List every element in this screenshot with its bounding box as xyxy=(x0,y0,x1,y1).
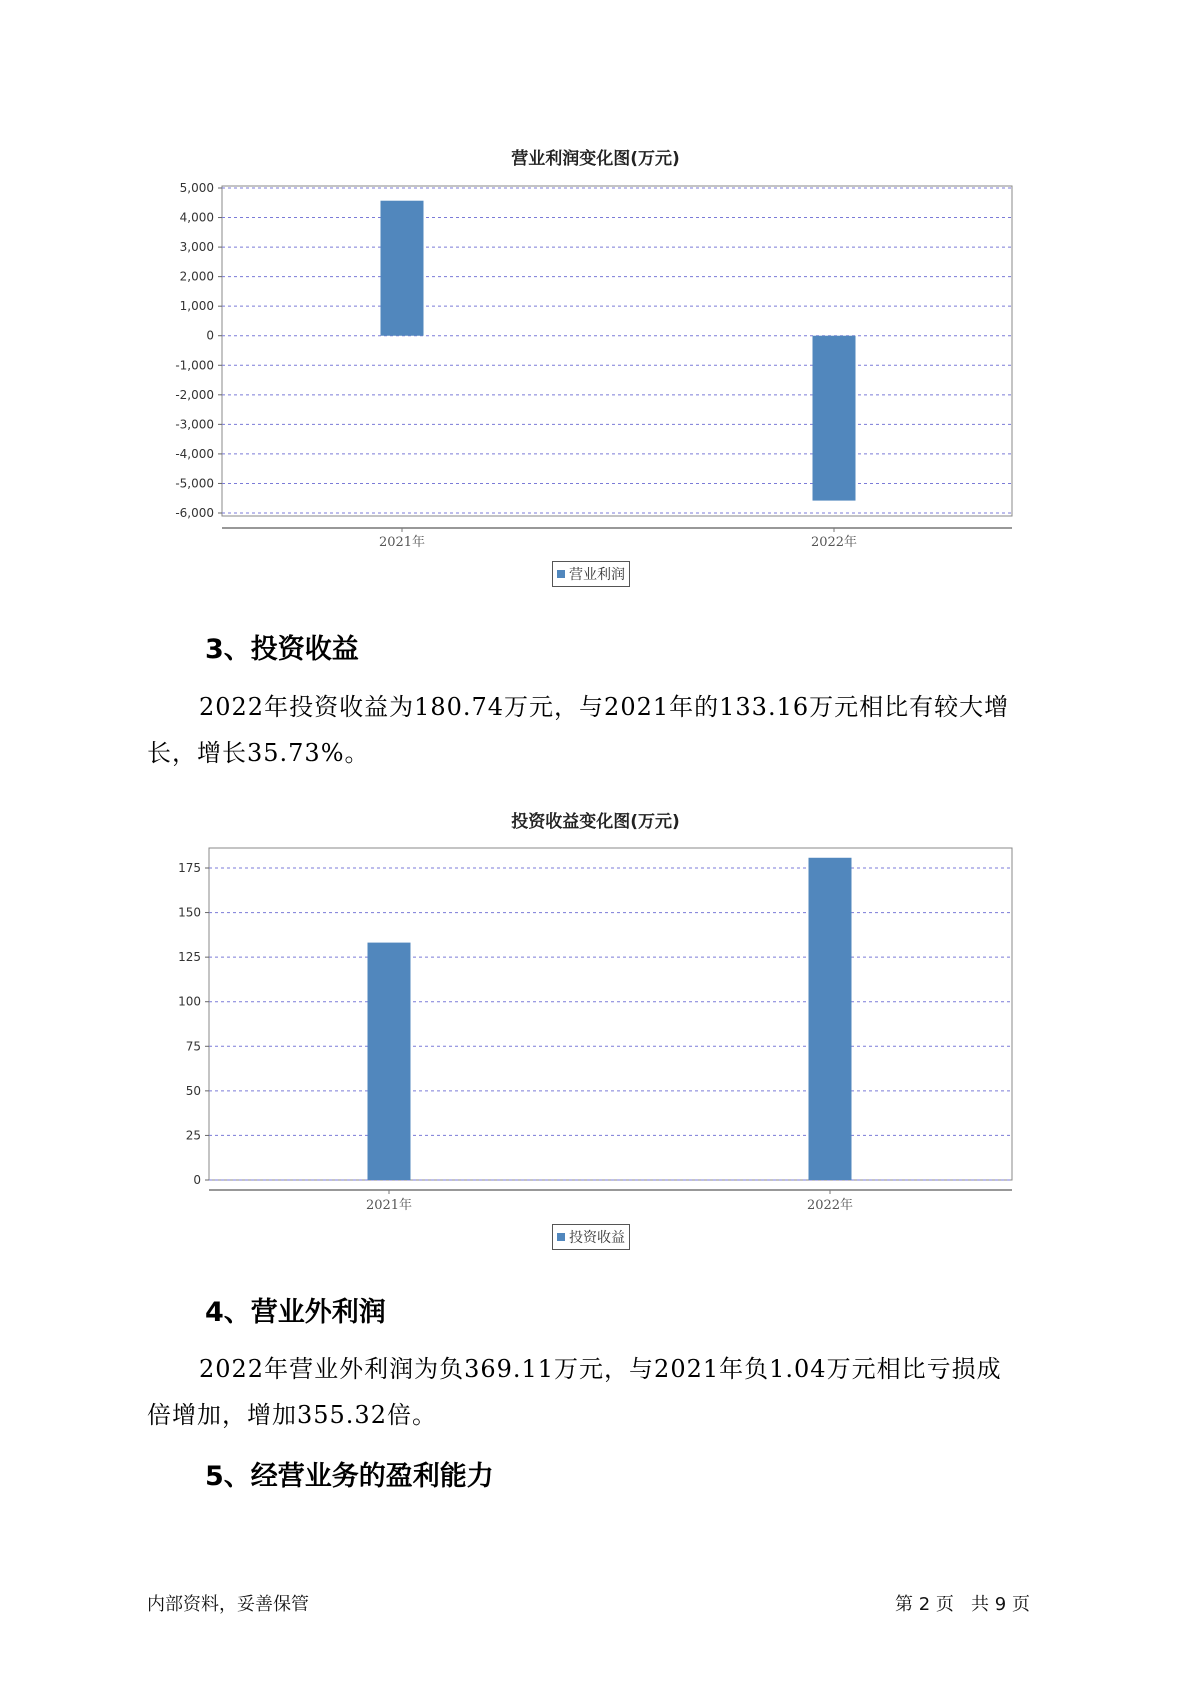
y-tick-label: 3,000 xyxy=(179,240,214,255)
bar xyxy=(368,943,411,1180)
y-tick-label: 25 xyxy=(185,1128,201,1143)
footer-left: 内部资料，妥善保管 xyxy=(147,1594,309,1615)
y-tick-label: 5,000 xyxy=(179,181,214,195)
y-tick-label: -6,000 xyxy=(175,506,214,520)
section-heading-profitability: 5、经营业务的盈利能力 xyxy=(205,1461,494,1492)
chart-legend xyxy=(552,1224,630,1250)
chart-title: 投资收益变化图(万元) xyxy=(511,812,680,832)
y-tick-label: 75 xyxy=(185,1039,201,1054)
section-heading-investment: 3、投资收益 xyxy=(205,634,359,665)
paragraph-line: 倍增加，增加355.32倍。 xyxy=(147,1401,437,1429)
y-tick-label: 2,000 xyxy=(179,269,214,284)
y-tick-label: 4,000 xyxy=(179,210,214,225)
y-tick-label: 125 xyxy=(178,950,201,965)
chart-title: 营业利润变化图(万元) xyxy=(511,149,680,169)
paragraph-non-operating xyxy=(147,1346,1047,1438)
y-tick-label: 175 xyxy=(178,861,201,875)
y-tick-label: 0 xyxy=(193,1173,201,1187)
x-tick-label: 2021年 xyxy=(378,535,426,550)
y-tick-label: 150 xyxy=(178,905,201,920)
section-heading-non-operating: 4、营业外利润 xyxy=(205,1297,386,1328)
y-tick-label: -4,000 xyxy=(175,446,214,461)
x-tick-label: 2022年 xyxy=(810,535,858,550)
x-tick-label: 2022年 xyxy=(806,1198,854,1213)
y-tick-label: 50 xyxy=(185,1083,201,1098)
paragraph-line: 长，增长35.73%。 xyxy=(147,739,370,767)
bar xyxy=(809,858,852,1180)
paragraph-line: 2022年投资收益为180.74万元，与2021年的133.16万元相比有较大增 xyxy=(199,693,1010,721)
y-tick-label: -3,000 xyxy=(175,417,214,432)
x-tick-label: 2021年 xyxy=(365,1198,413,1213)
footer-page-number: 第 2 页 共 9 页 xyxy=(895,1594,1030,1615)
paragraph-line: 2022年营业外利润为负369.11万元，与2021年负1.04万元相比亏损成 xyxy=(199,1355,1002,1383)
y-tick-label: -1,000 xyxy=(175,358,214,373)
y-tick-label: -5,000 xyxy=(175,476,214,491)
legend-label: 营业利润 xyxy=(569,567,625,583)
legend-label: 投资收益 xyxy=(569,1230,625,1246)
y-tick-label: 1,000 xyxy=(179,299,214,314)
legend-swatch xyxy=(557,1233,565,1241)
y-tick-label: -2,000 xyxy=(175,387,214,402)
y-tick-label: 0 xyxy=(206,328,214,343)
y-tick-label: 100 xyxy=(178,994,201,1009)
plot-area xyxy=(209,848,1012,1180)
